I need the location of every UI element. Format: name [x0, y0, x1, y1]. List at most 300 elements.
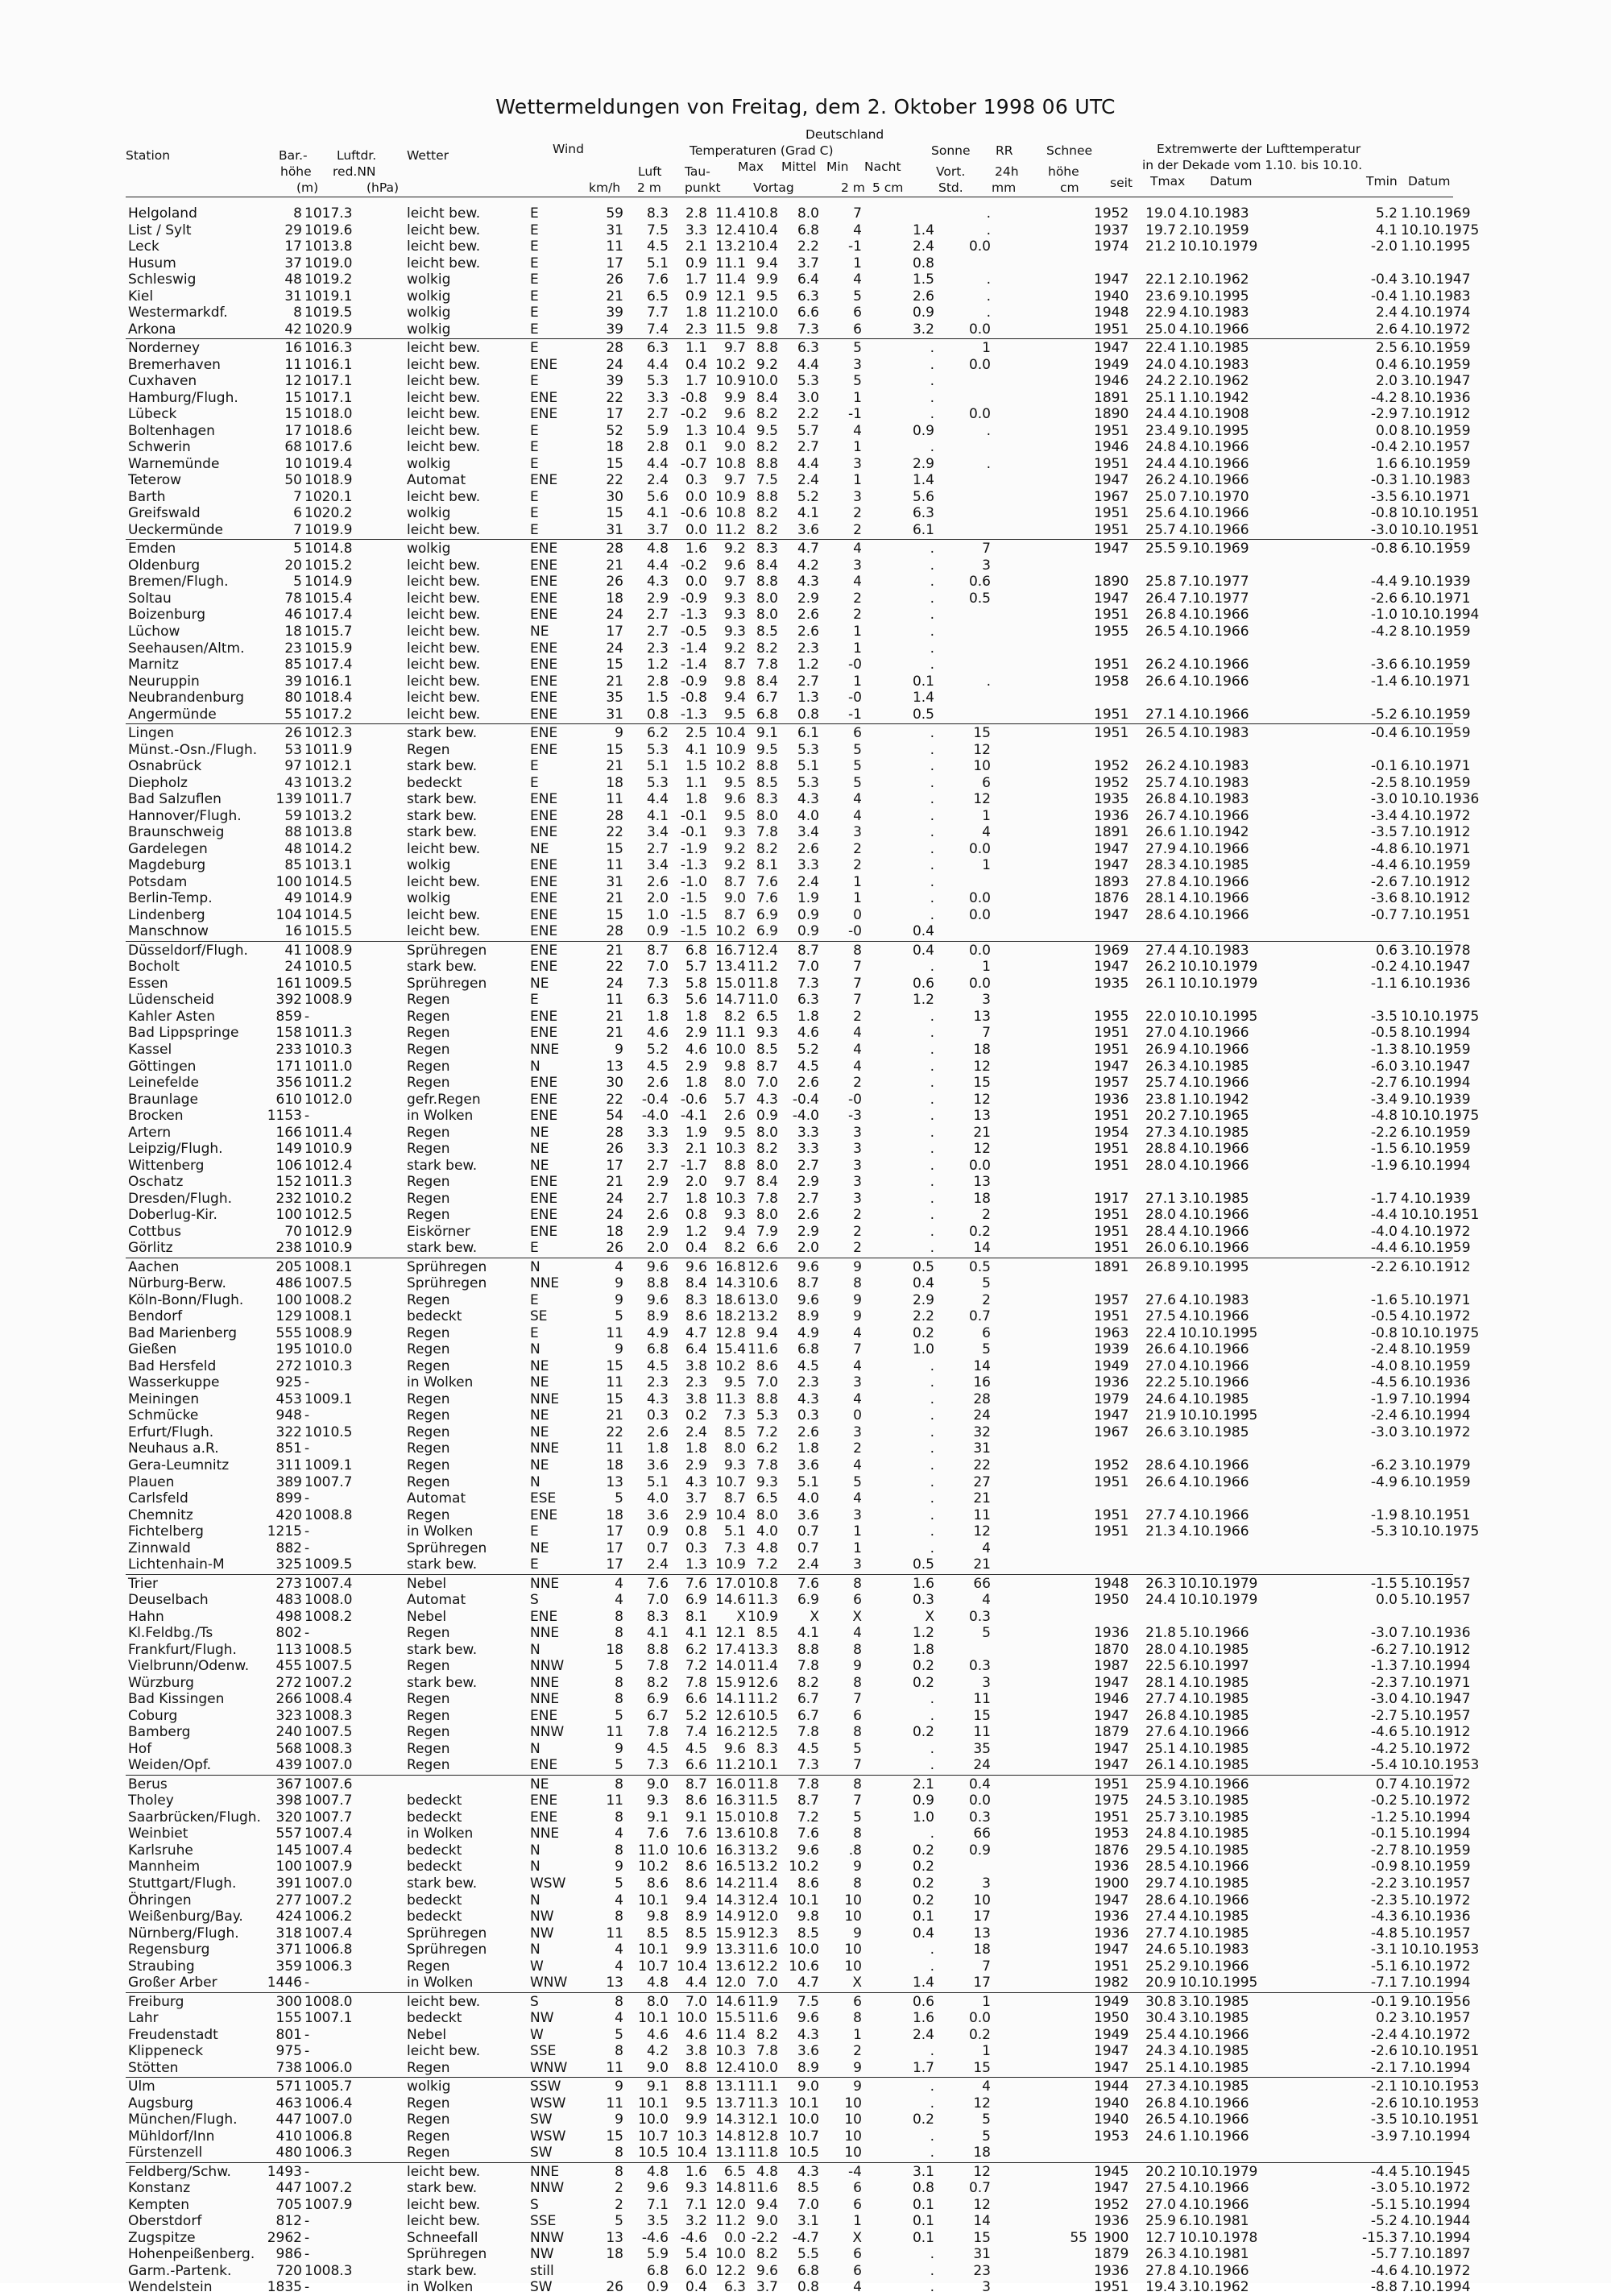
cell-precipitation: 0.6: [968, 574, 991, 591]
table-row: [0, 2043, 1611, 2060]
cell-weather: in Wolken: [407, 1975, 474, 1991]
table-row: [0, 472, 1611, 489]
cell-sunshine: .: [930, 906, 934, 923]
table-row: [0, 1174, 1611, 1191]
cell-wind-speed: 8: [615, 1809, 623, 1826]
cell-sunshine: 2.9: [912, 455, 934, 472]
cell-pressure: 1006.4: [304, 2095, 353, 2112]
cell-tmin-date: 5.10.1972: [1401, 1892, 1471, 1908]
cell-precipitation: 0.4: [968, 1776, 991, 1792]
table-row: [0, 923, 1611, 940]
cell-dew-point: 1.5: [685, 758, 707, 775]
cell-record-since: 1951: [1094, 1809, 1129, 1826]
cell-tmin-record: -3.5: [1370, 488, 1398, 505]
cell-tmax-date: 3.10.1985: [1179, 1993, 1249, 2010]
cell-night-min: 4: [853, 271, 862, 288]
cell-dew-point: 2.1: [685, 238, 707, 255]
cell-wind-speed: 5: [615, 1658, 623, 1675]
cell-tmax-date: 4.10.1966: [1179, 1025, 1249, 1042]
cell-tmax-record: 21.9: [1145, 1407, 1176, 1424]
cell-tmax-date: 1.10.1942: [1179, 824, 1249, 841]
cell-air-temp: 6.2: [646, 725, 669, 742]
cell-record-since: 1940: [1094, 2112, 1129, 2128]
cell-tmin-record: -3.6: [1370, 890, 1398, 907]
cell-sunshine: .: [930, 1108, 934, 1125]
cell-tmin-record: -1.3: [1370, 1658, 1398, 1675]
cell-mean-temp: 4.3: [756, 1091, 778, 1108]
cell-air-temp: 4.8: [646, 541, 669, 557]
cell-sunshine: .: [930, 1506, 934, 1523]
cell-max-temp: 11.5: [715, 321, 746, 338]
cell-wind-speed: 8: [615, 2145, 623, 2161]
cell-tmax-date: 4.10.1985: [1179, 1826, 1249, 1842]
cell-station: Leck: [128, 238, 159, 255]
cell-weather: bedeckt: [407, 774, 462, 791]
cell-tmin-record: -5.7: [1370, 2246, 1398, 2263]
cell-max-temp: 15.4: [715, 1341, 746, 1358]
cell-max-temp: 9.3: [723, 624, 746, 640]
cell-tmin-record: -1.5: [1370, 1575, 1398, 1592]
cell-wind-direction: SSE: [530, 2043, 557, 2060]
cell-night-min: 5: [853, 340, 862, 357]
cell-dew-point: 0.0: [685, 488, 707, 505]
cell-tmin-record: -5.4: [1370, 1757, 1398, 1774]
cell-weather: leicht bew.: [407, 222, 481, 238]
cell-tmax-date: 4.10.1966: [1179, 472, 1249, 489]
cell-tmin-record: -2.5: [1370, 774, 1398, 791]
cell-night-min: 4: [853, 1490, 862, 1507]
cell-min-temp: 2.7: [797, 673, 819, 690]
cell-baro-height: 447: [275, 2112, 302, 2128]
cell-pressure: 1007.0: [304, 2112, 353, 2128]
table-row: [0, 2078, 1611, 2095]
cell-sunshine: 0.2: [912, 2112, 934, 2128]
cell-station: Soltau: [128, 590, 172, 607]
cell-station: Bad Kissingen: [128, 1691, 225, 1708]
cell-wind-direction: SW: [530, 2279, 553, 2296]
cell-tmin-date: 6.10.1959: [1401, 541, 1471, 557]
cell-sunshine: .: [930, 807, 934, 824]
cell-tmin-date: 8.10.1959: [1401, 1357, 1471, 1374]
cell-night-min: 1: [853, 472, 862, 489]
cell-station: Boltenhagen: [128, 422, 215, 439]
cell-tmax-record: 25.4: [1145, 2026, 1176, 2043]
cell-air-temp: 5.1: [646, 1473, 669, 1490]
cell-weather: stark bew.: [407, 1641, 478, 1658]
cell-tmax-record: 24.6: [1145, 1390, 1176, 1407]
cell-tmax-date: 4.10.1966: [1179, 873, 1249, 890]
header-5cm: 5 cm: [872, 180, 904, 195]
cell-wind-speed: 17: [606, 624, 623, 640]
cell-tmax-record: 28.0: [1145, 1207, 1176, 1224]
cell-max-temp: 13.6: [715, 1958, 746, 1975]
cell-weather: stark bew.: [407, 791, 478, 808]
cell-night-min: 4: [853, 1357, 862, 1374]
cell-tmin-date: 3.10.1972: [1401, 1424, 1471, 1440]
cell-station: Bamberg: [128, 1724, 191, 1741]
cell-weather: bedeckt: [407, 1908, 462, 1925]
cell-pressure: 1010.9: [304, 1141, 353, 1158]
table-row: [0, 1540, 1611, 1557]
cell-max-temp: 7.3: [723, 1407, 746, 1424]
cell-night-min: 5: [853, 373, 862, 390]
cell-air-temp: 2.7: [646, 1157, 669, 1174]
cell-wind-speed: 11: [606, 1374, 623, 1391]
cell-mean-temp: 3.7: [756, 2279, 778, 2296]
cell-dew-point: -0.9: [680, 590, 707, 607]
cell-precipitation: 18: [973, 2145, 991, 2161]
cell-wind-direction: N: [530, 1341, 540, 1358]
cell-pressure: 1006.3: [304, 2145, 353, 2161]
cell-tmax-date: 4.10.1983: [1179, 774, 1249, 791]
cell-tmax-date: 4.10.1966: [1179, 840, 1249, 857]
cell-tmax-record: 26.5: [1145, 624, 1176, 640]
cell-station: Bad Lippspringe: [128, 1025, 239, 1042]
cell-wind-direction: W: [530, 1958, 544, 1975]
cell-dew-point: -1.3: [680, 607, 707, 624]
cell-tmax-record: 26.6: [1145, 1473, 1176, 1490]
cell-tmin-date: 6.10.1959: [1401, 340, 1471, 357]
cell-mean-temp: 11.8: [748, 2145, 778, 2161]
table-row: [0, 1457, 1611, 1474]
cell-tmin-date: 5.10.1957: [1401, 1707, 1471, 1724]
cell-min-temp: 2.6: [797, 1207, 819, 1224]
cell-weather: Regen: [407, 1473, 450, 1490]
cell-mean-temp: 12.6: [748, 1258, 778, 1275]
cell-tmax-record: 23.6: [1145, 288, 1176, 305]
cell-precipitation: 4: [982, 1592, 991, 1609]
cell-mean-temp: 6.5: [756, 1490, 778, 1507]
cell-max-temp: 12.2: [715, 2262, 746, 2279]
cell-station: Schleswig: [128, 271, 197, 288]
cell-dew-point: -0.1: [680, 824, 707, 841]
cell-baro-height: 356: [275, 1075, 302, 1092]
cell-tmax-date: 5.10.1983: [1179, 1942, 1249, 1958]
cell-record-since: 1891: [1094, 389, 1129, 406]
cell-record-since: 1951: [1094, 1523, 1129, 1540]
cell-max-temp: 12.4: [715, 2059, 746, 2076]
cell-mean-temp: 8.0: [756, 590, 778, 607]
cell-tmin-record: -3.6: [1370, 657, 1398, 673]
cell-wind-speed: 15: [606, 906, 623, 923]
cell-air-temp: 2.8: [646, 673, 669, 690]
cell-weather: leicht bew.: [407, 923, 481, 940]
cell-air-temp: 2.0: [646, 890, 669, 907]
cell-dew-point: 0.3: [685, 472, 707, 489]
cell-weather: stark bew.: [407, 959, 478, 976]
cell-tmax-record: 26.8: [1145, 1707, 1176, 1724]
cell-air-temp: 6.7: [646, 1707, 669, 1724]
cell-tmax-record: 23.8: [1145, 1091, 1176, 1108]
cell-precipitation: 1: [982, 857, 991, 874]
cell-tmax-record: 26.8: [1145, 607, 1176, 624]
cell-tmin-date: 7.10.1971: [1401, 1674, 1471, 1691]
table-row: [0, 1308, 1611, 1325]
cell-tmax-date: 4.10.1966: [1179, 321, 1249, 338]
table-row: [0, 775, 1611, 792]
cell-station: Norderney: [128, 340, 201, 357]
cell-station: Kl.Feldbg./Ts: [128, 1625, 213, 1642]
cell-pressure: 1009.5: [304, 1556, 353, 1573]
cell-record-since: 1936: [1094, 2262, 1129, 2279]
cell-baro-height: 129: [275, 1308, 302, 1325]
table-row: [0, 690, 1611, 707]
cell-weather: Regen: [407, 2112, 450, 2128]
cell-tmax-date: 4.10.1985: [1179, 1908, 1249, 1925]
cell-mean-temp: 4.8: [756, 1540, 778, 1556]
cell-pressure: 1010.2: [304, 1190, 353, 1207]
cell-tmax-date: 9.10.1969: [1179, 541, 1249, 557]
cell-tmin-date: 1.10.1969: [1401, 205, 1471, 222]
cell-precipitation: 0.3: [968, 1608, 991, 1625]
cell-baro-height: 195: [275, 1341, 302, 1358]
cell-air-temp: 2.7: [646, 1190, 669, 1207]
cell-mean-temp: 9.2: [756, 356, 778, 373]
cell-max-temp: 13.6: [715, 1826, 746, 1842]
cell-night-min: 2: [853, 521, 862, 538]
cell-record-since: 1951: [1094, 1157, 1129, 1174]
cell-tmin-record: -2.6: [1370, 873, 1398, 890]
header-deutschland: Deutschland: [806, 127, 884, 142]
cell-precipitation: 0.0: [968, 840, 991, 857]
cell-tmin-date: 8.10.1994: [1401, 1025, 1471, 1042]
cell-dew-point: -0.8: [680, 389, 707, 406]
cell-baro-height: 420: [275, 1506, 302, 1523]
cell-baro-height: 16: [284, 340, 302, 357]
cell-tmax-record: 27.0: [1145, 2196, 1176, 2213]
cell-tmin-date: 8.10.1959: [1401, 624, 1471, 640]
cell-baro-height: 26: [284, 725, 302, 742]
cell-max-temp: 18.2: [715, 1308, 746, 1325]
cell-dew-point: 1.8: [685, 1008, 707, 1025]
cell-tmax-record: 24.8: [1145, 439, 1176, 456]
cell-min-temp: 0.3: [797, 1407, 819, 1424]
cell-mean-temp: 11.3: [748, 2095, 778, 2112]
cell-min-temp: 4.3: [797, 2026, 819, 2043]
cell-station: Hannover/Flugh.: [128, 807, 242, 824]
cell-tmin-record: 1.6: [1375, 455, 1398, 472]
cell-tmin-record: -2.7: [1370, 1075, 1398, 1092]
cell-baro-height: 1153: [267, 1108, 302, 1125]
cell-wind-speed: 11: [606, 238, 623, 255]
cell-baro-height: 272: [275, 1674, 302, 1691]
cell-pressure: 1007.7: [304, 1473, 353, 1490]
cell-tmax-date: 4.10.1966: [1179, 607, 1249, 624]
cell-tmin-date: 10.10.1936: [1401, 791, 1480, 808]
cell-sunshine: 0.2: [912, 1324, 934, 1341]
header-punkt: punkt: [685, 180, 721, 195]
cell-record-since: 1936: [1094, 1859, 1129, 1875]
cell-air-temp: 2.6: [646, 1075, 669, 1092]
cell-sunshine: 0.9: [912, 1792, 934, 1809]
cell-pressure: 1014.9: [304, 890, 353, 907]
cell-precipitation: 24: [973, 1757, 991, 1774]
cell-wind-speed: 31: [606, 706, 623, 723]
cell-wind-speed: 52: [606, 422, 623, 439]
cell-dew-point: 8.4: [685, 1275, 707, 1292]
cell-min-temp: 2.3: [797, 640, 819, 657]
cell-min-temp: 3.6: [797, 1506, 819, 1523]
cell-weather: Regen: [407, 1324, 450, 1341]
cell-station: Regensburg: [128, 1942, 210, 1958]
cell-dew-point: -0.1: [680, 807, 707, 824]
cell-baro-height: 480: [275, 2145, 302, 2161]
cell-wind-direction: E: [530, 488, 539, 505]
cell-wind-direction: N: [530, 1058, 540, 1075]
cell-max-temp: 14.2: [715, 1875, 746, 1892]
table-row: [0, 874, 1611, 891]
cell-mean-temp: 7.2: [756, 1556, 778, 1573]
cell-record-since: 1949: [1094, 1357, 1129, 1374]
cell-max-temp: 12.6: [715, 1707, 746, 1724]
cell-dew-point: 1.1: [685, 774, 707, 791]
cell-max-temp: 9.3: [723, 1457, 746, 1473]
table-row: [0, 1108, 1611, 1125]
cell-wind-speed: 11: [606, 1925, 623, 1942]
cell-min-temp: 8.6: [797, 1875, 819, 1892]
cell-sunshine: .: [930, 1942, 934, 1958]
cell-baro-height: 1446: [267, 1975, 302, 1991]
cell-tmin-record: -0.8: [1370, 541, 1398, 557]
cell-night-min: -4: [848, 2163, 862, 2180]
cell-max-temp: 11.2: [715, 521, 746, 538]
cell-min-temp: 6.7: [797, 1691, 819, 1708]
cell-tmin-date: 6.10.1959: [1401, 857, 1471, 874]
cell-record-since: 1890: [1094, 574, 1129, 591]
cell-pressure: -: [304, 2213, 310, 2230]
cell-tmax-record: 27.0: [1145, 1025, 1176, 1042]
group-divider: [126, 1775, 1453, 1776]
cell-weather: Regen: [407, 1424, 450, 1440]
cell-tmax-date: 4.10.1981: [1179, 2246, 1249, 2263]
cell-tmin-record: -0.5: [1370, 1025, 1398, 1042]
cell-wind-direction: ENE: [530, 1223, 558, 1240]
cell-wind-direction: ENE: [530, 406, 558, 423]
cell-tmin-record: -4.8: [1370, 840, 1398, 857]
cell-record-since: 1937: [1094, 222, 1129, 238]
cell-max-temp: 8.7: [723, 657, 746, 673]
cell-min-temp: 6.8: [797, 1341, 819, 1358]
cell-mean-temp: 11.4: [748, 1658, 778, 1675]
cell-mean-temp: 7.6: [756, 890, 778, 907]
cell-pressure: 1019.1: [304, 288, 353, 305]
cell-tmax-date: 4.10.1966: [1179, 2112, 1249, 2128]
cell-precipitation: .: [986, 673, 991, 690]
cell-tmin-record: -5.2: [1370, 2213, 1398, 2230]
cell-min-temp: 2.4: [797, 873, 819, 890]
cell-night-min: 6: [853, 2262, 862, 2279]
header-bar3: (m): [296, 180, 319, 195]
table-row: [0, 824, 1611, 841]
cell-precipitation: 0.7: [968, 1308, 991, 1325]
cell-sunshine: .: [930, 2095, 934, 2112]
cell-wind-speed: 11: [606, 2059, 623, 2076]
cell-night-min: 8: [853, 1674, 862, 1691]
cell-mean-temp: 10.8: [748, 1575, 778, 1592]
cell-wind-speed: 13: [606, 1473, 623, 1490]
cell-min-temp: 6.6: [797, 305, 819, 321]
cell-dew-point: 8.7: [685, 1776, 707, 1792]
cell-weather: bedeckt: [407, 1892, 462, 1908]
cell-wind-direction: SSE: [530, 2213, 557, 2230]
cell-station: Hof: [128, 1740, 152, 1757]
cell-tmax-date: 4.10.1983: [1179, 205, 1249, 222]
cell-weather: stark bew.: [407, 1875, 478, 1892]
cell-station: Zinnwald: [128, 1540, 191, 1556]
group-divider: [126, 2162, 1453, 2163]
cell-mean-temp: 9.8: [756, 321, 778, 338]
cell-tmin-record: -8.8: [1370, 2279, 1398, 2296]
cell-wind-speed: 13: [606, 2229, 623, 2246]
cell-wind-speed: 8: [615, 1625, 623, 1642]
cell-weather: gefr.Regen: [407, 1091, 481, 1108]
cell-record-since: 1969: [1094, 942, 1129, 959]
cell-precipitation: 31: [973, 1440, 991, 1457]
cell-wind-direction: ENE: [530, 1757, 558, 1774]
cell-wind-direction: ENE: [530, 791, 558, 808]
cell-max-temp: 5.7: [723, 1091, 746, 1108]
cell-max-temp: 17.4: [715, 1641, 746, 1658]
cell-night-min: 5: [853, 1473, 862, 1490]
cell-min-temp: 2.2: [797, 406, 819, 423]
cell-weather: Regen: [407, 1691, 450, 1708]
cell-pressure: 1010.0: [304, 1341, 353, 1358]
cell-wind-speed: 5: [615, 2026, 623, 2043]
cell-dew-point: 5.7: [685, 959, 707, 976]
header-dekade: in der Dekade vom 1.10. bis 10.10.: [1142, 158, 1363, 172]
header-datum2: Datum: [1408, 174, 1451, 189]
cell-wind-direction: NE: [530, 1124, 549, 1141]
cell-max-temp: 14.6: [715, 1993, 746, 2010]
cell-tmax-date: 4.10.1966: [1179, 2180, 1249, 2197]
cell-dew-point: 1.8: [685, 1190, 707, 1207]
cell-wind-direction: E: [530, 422, 539, 439]
cell-wind-direction: ENE: [530, 557, 558, 574]
cell-tmin-date: 7.10.1936: [1401, 1625, 1471, 1642]
cell-wind-speed: 15: [606, 1357, 623, 1374]
cell-pressure: 1008.0: [304, 1592, 353, 1609]
cell-tmin-date: 8.10.1959: [1401, 1859, 1471, 1875]
cell-tmin-record: -0.1: [1370, 1993, 1398, 2010]
cell-sunshine: 0.2: [912, 1859, 934, 1875]
cell-min-temp: 7.8: [797, 1658, 819, 1675]
cell-station: Leipzig/Flugh.: [128, 1141, 223, 1158]
cell-night-min: 9: [853, 2078, 862, 2095]
cell-mean-temp: 8.0: [756, 607, 778, 624]
cell-air-temp: 7.4: [646, 321, 669, 338]
cell-precipitation: 6: [982, 774, 991, 791]
cell-mean-temp: 11.2: [748, 959, 778, 976]
cell-precipitation: 0.0: [968, 942, 991, 959]
cell-dew-point: 7.8: [685, 1674, 707, 1691]
cell-sunshine: .: [930, 2279, 934, 2296]
cell-wind-speed: 4: [615, 1958, 623, 1975]
cell-dew-point: 0.9: [685, 255, 707, 271]
cell-dew-point: 5.6: [685, 992, 707, 1009]
cell-station: Seehausen/Altm.: [128, 640, 245, 657]
cell-tmax-date: 6.10.1966: [1179, 1240, 1249, 1257]
cell-baro-height: 53: [284, 741, 302, 758]
cell-wind-speed: 28: [606, 807, 623, 824]
cell-record-since: 1982: [1094, 1975, 1129, 1991]
cell-pressure: 1011.9: [304, 741, 353, 758]
cell-weather: Regen: [407, 2145, 450, 2161]
cell-pressure: 1011.4: [304, 1124, 353, 1141]
cell-air-temp: 2.7: [646, 840, 669, 857]
cell-weather: leicht bew.: [407, 2196, 481, 2213]
cell-air-temp: 6.8: [646, 1341, 669, 1358]
cell-wind-speed: 11: [606, 1724, 623, 1741]
